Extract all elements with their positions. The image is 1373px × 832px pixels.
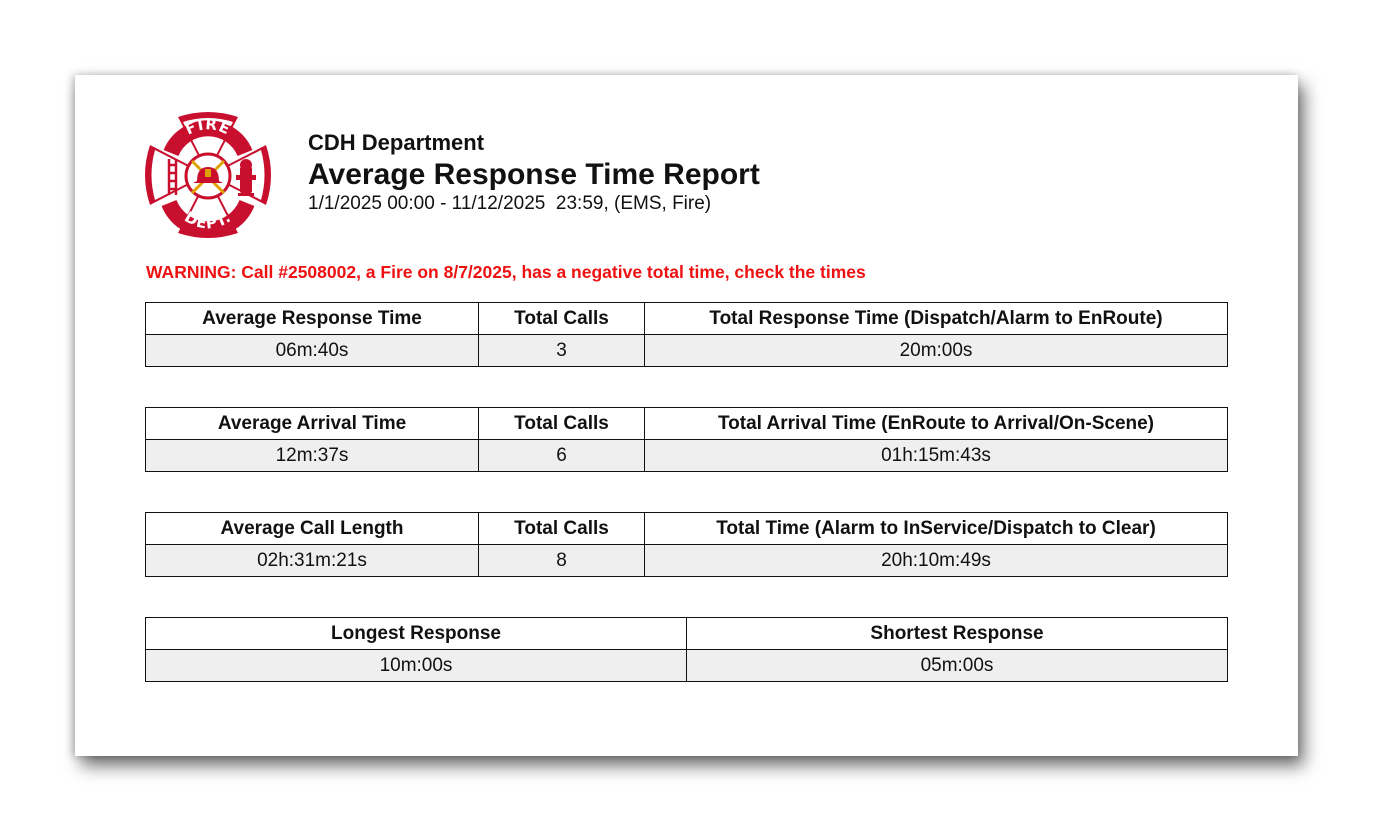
table-row	[146, 440, 1228, 472]
table-header-row	[146, 618, 1228, 650]
longest-shortest-table	[145, 617, 1228, 682]
arrival-time-table	[145, 407, 1228, 472]
table-header-cell: Average Call Length	[146, 513, 479, 545]
report-title: Average Response Time Report	[308, 158, 760, 191]
table-header-row	[146, 513, 1228, 545]
table-row	[146, 335, 1228, 367]
table-header-cell: Longest Response	[146, 618, 687, 650]
date-range: 1/1/2025 00:00 - 11/12/2025 23:59, (EMS, Fire)	[308, 193, 712, 214]
table-cell: 3	[479, 335, 645, 367]
table-cell: 6	[479, 440, 645, 472]
table-cell: 05m:00s	[687, 650, 1228, 682]
warning-message: WARNING: Call #2508002, a Fire on 8/7/2025, has a negative total time, check the times	[146, 262, 866, 282]
table-cell: 12m:37s	[146, 440, 479, 472]
table-cell: 8	[479, 545, 645, 577]
table-header-row	[146, 408, 1228, 440]
table-header-cell: Shortest Response	[687, 618, 1228, 650]
call-length-table	[145, 512, 1228, 577]
table-cell: 20m:00s	[645, 335, 1228, 367]
table-header-cell: Total Arrival Time (EnRoute to Arrival/On-Scene)	[645, 408, 1228, 440]
table-cell: 01h:15m:43s	[645, 440, 1228, 472]
response-time-table	[145, 302, 1228, 367]
report-header	[308, 130, 760, 215]
table-cell: 10m:00s	[146, 650, 687, 682]
table-cell: 20h:10m:49s	[645, 545, 1228, 577]
department-name: CDH Department	[308, 130, 485, 155]
fire-dept-logo-icon	[145, 109, 271, 241]
table-header-cell: Average Response Time	[146, 303, 479, 335]
table-header-cell: Average Arrival Time	[146, 408, 479, 440]
table-row	[146, 545, 1228, 577]
report-page	[75, 75, 1298, 756]
table-header-cell: Total Calls	[479, 408, 645, 440]
table-cell: 06m:40s	[146, 335, 479, 367]
table-header-row	[146, 303, 1228, 335]
svg-text:FIRE: FIRE	[182, 115, 234, 139]
svg-text:DEPT.: DEPT.	[181, 207, 235, 233]
table-header-cell: Total Response Time (Dispatch/Alarm to EnRoute)	[645, 303, 1228, 335]
table-header-cell: Total Calls	[479, 303, 645, 335]
table-header-cell: Total Calls	[479, 513, 645, 545]
table-header-cell: Total Time (Alarm to InService/Dispatch to Clear)	[645, 513, 1228, 545]
table-cell: 02h:31m:21s	[146, 545, 479, 577]
table-row	[146, 650, 1228, 682]
